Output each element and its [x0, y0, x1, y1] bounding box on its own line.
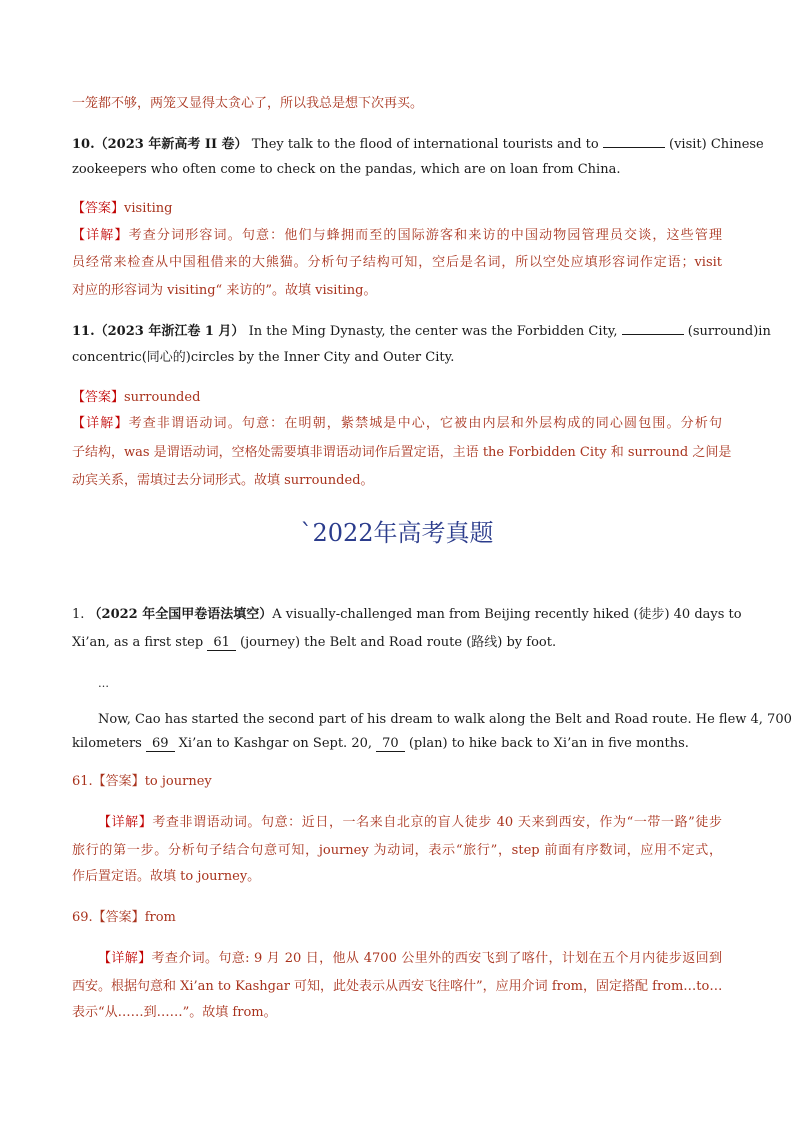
q11-line-1: [72, 321, 771, 342]
q1-para2-line-2: [72, 734, 722, 754]
q1-text-2-after: (journey) the Belt and Road route (路线) by foot.: [240, 635, 557, 650]
a61-explain-1: [72, 813, 722, 833]
blank-70[interactable]: 70: [376, 737, 405, 752]
a61-explain-label: 【详解】: [98, 815, 153, 830]
q10-text-after: (visit) Chinese: [669, 137, 764, 152]
q1-text-2-before: Xi’an, as a first step: [72, 635, 204, 650]
q10-explain-2: 员经常来检查从中国租借来的大熊猫。分析句子结构可知，空后是名词，所以空处应填形容词作定语；visit: [72, 255, 722, 270]
q1-para2-line-1: Now, Cao has started the second part of his dream to walk along the Belt and Road route. He flew 4, 700: [98, 712, 792, 727]
q10-explain-label: 【详解】: [72, 228, 129, 243]
intro-line: 一笼都不够，两笼又显得太贪心了，所以我总是想下次再买。: [72, 96, 424, 111]
q11-text-before: In the Ming Dynasty, the center was the Forbidden City,: [248, 324, 618, 339]
a61-explain-2: 旅行的第一步。分析句子结合句意可知，journey 为动词，表示“旅行”，step 前面有序数词，应用不定式，: [72, 843, 722, 858]
q11-number: 11.: [72, 324, 95, 339]
q1-para2-2b: Xi’an to Kashgar on Sept. 20,: [178, 736, 372, 751]
q10-line-2: zookeepers who often come to check on the pandas, which are on loan from China.: [72, 162, 621, 177]
q10-blank[interactable]: [603, 134, 665, 148]
q11-line-2: concentric(同心的)circles by the Inner City and Outer City.: [72, 350, 455, 365]
a69-explain-label: 【详解】: [98, 951, 152, 966]
blank-61[interactable]: 61: [207, 636, 236, 651]
q1-para2-2a: kilometers: [72, 736, 142, 751]
q1-para2-2c: (plan) to hike back to Xi’an in five months.: [408, 736, 689, 751]
q10-source: （2023 年新高考 II 卷）: [94, 137, 248, 152]
blank-69[interactable]: 69: [146, 737, 175, 752]
q1-line-2: [72, 633, 722, 653]
q11-explain-text-1: 考查非谓语动词。句意：在明朝，紫禁城是中心，它被由内层和外层构成的同心圆包围。分析句: [128, 416, 722, 431]
q1-ellipsis: …: [98, 677, 109, 690]
a69-answer-value: from: [144, 910, 176, 925]
q11-answer: [72, 388, 722, 408]
a61-explain-text-1: 考查非谓语动词。句意：近日，一名来自北京的盲人徒步 40 天来到西安，作为“一带一路”徒步: [152, 815, 722, 830]
q10-line-1: [72, 134, 764, 155]
a61-label: 61.【答案】: [72, 774, 145, 789]
q11-answer-value: surrounded: [124, 390, 201, 405]
a61-answer-value: to journey: [144, 774, 212, 789]
q11-explain-2: 子结构，was 是谓语动词，空格处需要填非谓语动词作后置定语，主语 the Forbidden City 和 surround 之间是: [72, 445, 732, 460]
a69-label: 69.【答案】: [72, 910, 145, 925]
q11-explain-label: 【详解】: [72, 416, 129, 431]
q1-number: 1.: [72, 607, 85, 622]
a61-explain-3: 作后置定语。故填 to journey。: [72, 869, 261, 884]
q10-text-before: They talk to the flood of international tourists and to: [251, 137, 599, 152]
q10-answer-label: 【答案】: [72, 201, 125, 216]
a61-answer: [72, 772, 722, 792]
q1-source: （2022 年全国甲卷语法填空）: [88, 607, 273, 622]
q10-answer: [72, 199, 722, 219]
q10-number: 10.: [72, 137, 95, 152]
q11-answer-label: 【答案】: [72, 390, 125, 405]
q11-explain-1: [72, 414, 722, 434]
q1-text-1: A visually-challenged man from Beijing recently hiked (徒步) 40 days to: [272, 607, 742, 622]
q10-explain-3: 对应的形容词为 visiting“ 来访的”。故填 visiting。: [72, 283, 377, 298]
a69-explain-1: [72, 949, 722, 969]
q1-line-1: [72, 605, 742, 625]
q11-text-after: (surround)in: [687, 324, 771, 339]
q11-explain-3: 动宾关系，需填过去分词形式。故填 surrounded。: [72, 473, 374, 488]
q11-blank[interactable]: [622, 321, 684, 335]
section-title: `2022年高考真题: [300, 519, 494, 547]
q10-answer-value: visiting: [124, 201, 173, 216]
a69-explain-2: 西安。根据句意和 Xi’an to Kashgar 可知，此处表示从西安飞往喀什”，应用介词 from，固定搭配 from…to…: [72, 979, 723, 994]
a69-explain-text-1: 考查介词。句意: 9 月 20 日，他从 4700 公里外的西安飞到了喀什，计划在五个月内徒步返回到: [151, 951, 722, 966]
a69-answer: [72, 908, 722, 928]
q11-source: （2023 年浙江卷 1 月）: [94, 324, 245, 339]
q10-explain-text-1: 考查分词形容词。句意：他们与蜂拥而至的国际游客和来访的中国动物园管理员交谈，这些管理: [128, 228, 722, 243]
a69-explain-3: 表示“从……到……”。故填 from。: [72, 1005, 277, 1020]
q10-explain-1: [72, 226, 722, 246]
